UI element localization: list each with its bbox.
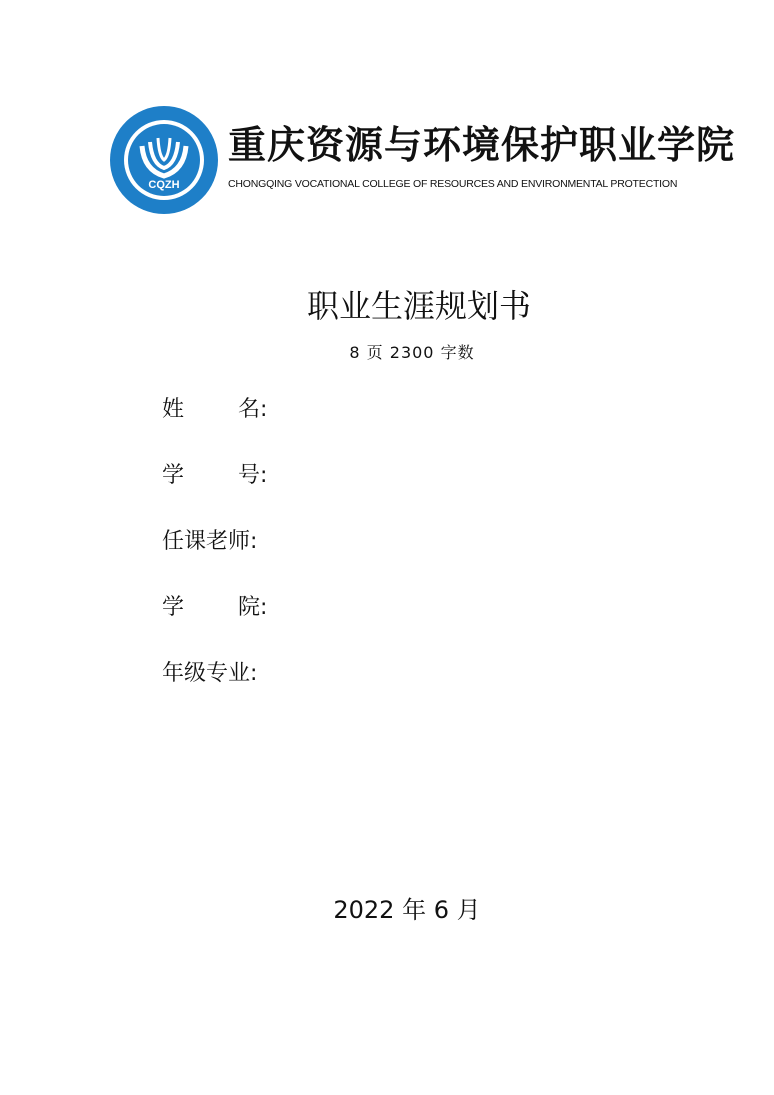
field-row-name	[162, 392, 267, 458]
college-logo	[108, 104, 736, 216]
field-row-student-id	[162, 458, 267, 524]
field-row-grade-major	[162, 656, 267, 722]
seal-abbreviation: CQZH	[148, 179, 180, 191]
college-name-cn: 重庆资源与环境保护职业学院	[228, 122, 736, 167]
field-label: 学 院	[162, 595, 260, 620]
field-colon: :	[260, 397, 268, 422]
college-name-en: CHONGQING VOCATIONAL COLLEGE OF RESOURCES AND ENVIRONMENTAL PROTECTION	[228, 178, 678, 190]
field-colon: :	[260, 595, 268, 620]
field-colon: :	[250, 529, 258, 554]
field-colon: :	[250, 661, 258, 686]
field-label: 姓 名	[162, 397, 260, 422]
field-colon: :	[260, 463, 268, 488]
field-row-school	[162, 590, 267, 656]
field-label: 学 号	[162, 463, 260, 488]
document-title: 职业生涯规划书	[306, 287, 531, 325]
info-fields	[162, 392, 267, 722]
document-date: 2022 年 6 月	[333, 896, 481, 924]
college-seal-icon	[108, 104, 220, 216]
field-row-teacher	[162, 524, 267, 590]
document-subtitle: 8 页 2300 字数	[349, 343, 475, 362]
field-label: 年级专业	[162, 661, 251, 686]
field-label: 任课老师	[162, 529, 251, 554]
